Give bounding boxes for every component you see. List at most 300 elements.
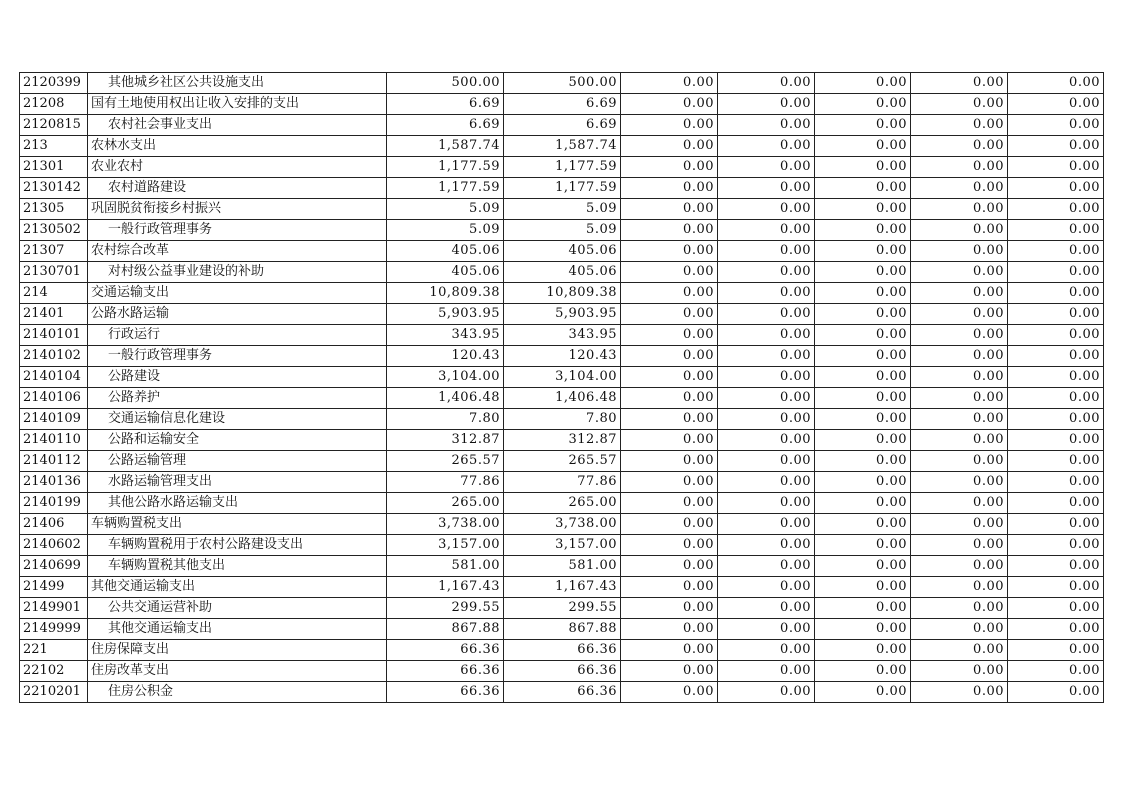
amount-cell: 66.36 [387, 661, 504, 682]
amount-cell: 581.00 [504, 556, 621, 577]
amount-cell: 500.00 [387, 73, 504, 94]
amount-cell: 0.00 [911, 220, 1008, 241]
subject-code-cell: 2149999 [20, 619, 88, 640]
amount-cell: 0.00 [718, 73, 815, 94]
subject-code-cell: 213 [20, 136, 88, 157]
amount-cell: 0.00 [911, 430, 1008, 451]
amount-cell: 312.87 [387, 430, 504, 451]
table-row [20, 535, 1104, 556]
amount-cell: 0.00 [718, 241, 815, 262]
amount-cell: 0.00 [1008, 283, 1104, 304]
amount-cell: 3,738.00 [504, 514, 621, 535]
amount-cell: 867.88 [504, 619, 621, 640]
amount-cell: 0.00 [1008, 682, 1104, 703]
amount-cell: 0.00 [1008, 157, 1104, 178]
table-row [20, 472, 1104, 493]
amount-cell: 0.00 [911, 262, 1008, 283]
amount-cell: 1,177.59 [504, 178, 621, 199]
subject-name-cell: 巩固脱贫衔接乡村振兴 [88, 199, 387, 220]
amount-cell: 0.00 [911, 325, 1008, 346]
amount-cell: 0.00 [815, 451, 911, 472]
amount-cell: 0.00 [718, 451, 815, 472]
amount-cell: 299.55 [504, 598, 621, 619]
amount-cell: 0.00 [1008, 514, 1104, 535]
amount-cell: 0.00 [815, 598, 911, 619]
amount-cell: 0.00 [718, 409, 815, 430]
amount-cell: 0.00 [815, 241, 911, 262]
amount-cell: 0.00 [815, 94, 911, 115]
amount-cell: 0.00 [718, 493, 815, 514]
table-row [20, 682, 1104, 703]
amount-cell: 0.00 [621, 73, 718, 94]
subject-code-cell: 21305 [20, 199, 88, 220]
subject-code-cell: 2140106 [20, 388, 88, 409]
subject-name-cell: 公共交通运营补助 [88, 598, 387, 619]
amount-cell: 0.00 [815, 346, 911, 367]
amount-cell: 0.00 [1008, 304, 1104, 325]
subject-name-cell: 农村道路建设 [88, 178, 387, 199]
amount-cell: 5.09 [387, 199, 504, 220]
amount-cell: 0.00 [621, 304, 718, 325]
table-row [20, 661, 1104, 682]
subject-name-cell: 一般行政管理事务 [88, 220, 387, 241]
subject-name-cell: 车辆购置税支出 [88, 514, 387, 535]
budget-expenditure-table [19, 72, 1104, 703]
subject-code-cell: 21406 [20, 514, 88, 535]
amount-cell: 299.55 [387, 598, 504, 619]
subject-name-cell: 交通运输支出 [88, 283, 387, 304]
amount-cell: 0.00 [1008, 199, 1104, 220]
amount-cell: 3,104.00 [504, 367, 621, 388]
subject-name-cell: 其他公路水路运输支出 [88, 493, 387, 514]
amount-cell: 3,157.00 [387, 535, 504, 556]
amount-cell: 0.00 [1008, 262, 1104, 283]
amount-cell: 77.86 [504, 472, 621, 493]
amount-cell: 0.00 [621, 472, 718, 493]
table-row [20, 619, 1104, 640]
table-row [20, 283, 1104, 304]
amount-cell: 0.00 [718, 199, 815, 220]
amount-cell: 6.69 [504, 115, 621, 136]
amount-cell: 0.00 [911, 598, 1008, 619]
amount-cell: 0.00 [815, 262, 911, 283]
table-row [20, 199, 1104, 220]
table-row [20, 157, 1104, 178]
amount-cell: 0.00 [1008, 640, 1104, 661]
table-row [20, 220, 1104, 241]
subject-code-cell: 21401 [20, 304, 88, 325]
amount-cell: 0.00 [621, 577, 718, 598]
amount-cell: 0.00 [718, 346, 815, 367]
amount-cell: 0.00 [815, 535, 911, 556]
amount-cell: 0.00 [1008, 367, 1104, 388]
amount-cell: 0.00 [815, 514, 911, 535]
amount-cell: 867.88 [387, 619, 504, 640]
amount-cell: 66.36 [504, 682, 621, 703]
amount-cell: 0.00 [1008, 577, 1104, 598]
amount-cell: 0.00 [1008, 493, 1104, 514]
amount-cell: 581.00 [387, 556, 504, 577]
amount-cell: 0.00 [815, 682, 911, 703]
amount-cell: 0.00 [621, 241, 718, 262]
subject-code-cell: 2210201 [20, 682, 88, 703]
table-row [20, 94, 1104, 115]
amount-cell: 0.00 [621, 136, 718, 157]
table-row [20, 409, 1104, 430]
table-row [20, 451, 1104, 472]
amount-cell: 1,177.59 [387, 157, 504, 178]
subject-name-cell: 行政运行 [88, 325, 387, 346]
amount-cell: 7.80 [504, 409, 621, 430]
amount-cell: 0.00 [621, 262, 718, 283]
subject-code-cell: 21307 [20, 241, 88, 262]
table-row [20, 241, 1104, 262]
amount-cell: 0.00 [911, 283, 1008, 304]
amount-cell: 265.00 [504, 493, 621, 514]
subject-code-cell: 2140102 [20, 346, 88, 367]
amount-cell: 0.00 [1008, 136, 1104, 157]
amount-cell: 5,903.95 [387, 304, 504, 325]
amount-cell: 0.00 [621, 283, 718, 304]
table-row [20, 346, 1104, 367]
amount-cell: 3,738.00 [387, 514, 504, 535]
amount-cell: 0.00 [718, 577, 815, 598]
amount-cell: 5,903.95 [504, 304, 621, 325]
amount-cell: 0.00 [815, 661, 911, 682]
amount-cell: 0.00 [911, 640, 1008, 661]
amount-cell: 0.00 [911, 304, 1008, 325]
amount-cell: 0.00 [718, 430, 815, 451]
table-row [20, 115, 1104, 136]
amount-cell: 0.00 [718, 283, 815, 304]
table-row [20, 325, 1104, 346]
amount-cell: 0.00 [621, 367, 718, 388]
amount-cell: 0.00 [621, 409, 718, 430]
subject-code-cell: 21301 [20, 157, 88, 178]
amount-cell: 0.00 [911, 514, 1008, 535]
amount-cell: 5.09 [504, 199, 621, 220]
amount-cell: 7.80 [387, 409, 504, 430]
amount-cell: 0.00 [815, 367, 911, 388]
amount-cell: 0.00 [718, 304, 815, 325]
subject-name-cell: 农村综合改革 [88, 241, 387, 262]
table-row [20, 556, 1104, 577]
amount-cell: 0.00 [1008, 388, 1104, 409]
subject-code-cell: 2140110 [20, 430, 88, 451]
table-row [20, 73, 1104, 94]
amount-cell: 0.00 [621, 199, 718, 220]
subject-name-cell: 住房改革支出 [88, 661, 387, 682]
amount-cell: 0.00 [815, 409, 911, 430]
amount-cell: 0.00 [718, 157, 815, 178]
amount-cell: 0.00 [718, 325, 815, 346]
subject-code-cell: 2140109 [20, 409, 88, 430]
amount-cell: 0.00 [1008, 556, 1104, 577]
amount-cell: 66.36 [387, 682, 504, 703]
subject-name-cell: 车辆购置税用于农村公路建设支出 [88, 535, 387, 556]
amount-cell: 0.00 [815, 115, 911, 136]
amount-cell: 0.00 [621, 619, 718, 640]
amount-cell: 0.00 [1008, 73, 1104, 94]
amount-cell: 0.00 [718, 220, 815, 241]
subject-name-cell: 一般行政管理事务 [88, 346, 387, 367]
amount-cell: 0.00 [621, 682, 718, 703]
table-body [20, 73, 1104, 703]
amount-cell: 66.36 [387, 640, 504, 661]
amount-cell: 0.00 [815, 325, 911, 346]
table-row [20, 178, 1104, 199]
table-row [20, 304, 1104, 325]
subject-code-cell: 2140199 [20, 493, 88, 514]
amount-cell: 0.00 [815, 556, 911, 577]
amount-cell: 0.00 [1008, 346, 1104, 367]
subject-name-cell: 其他交通运输支出 [88, 577, 387, 598]
table-row [20, 598, 1104, 619]
amount-cell: 0.00 [815, 157, 911, 178]
subject-name-cell: 交通运输信息化建设 [88, 409, 387, 430]
amount-cell: 0.00 [718, 262, 815, 283]
amount-cell: 0.00 [815, 178, 911, 199]
amount-cell: 0.00 [621, 451, 718, 472]
amount-cell: 0.00 [911, 346, 1008, 367]
amount-cell: 0.00 [621, 514, 718, 535]
amount-cell: 0.00 [1008, 94, 1104, 115]
subject-name-cell: 公路运输管理 [88, 451, 387, 472]
amount-cell: 0.00 [1008, 661, 1104, 682]
subject-code-cell: 221 [20, 640, 88, 661]
amount-cell: 1,587.74 [504, 136, 621, 157]
subject-name-cell: 国有土地使用权出让收入安排的支出 [88, 94, 387, 115]
amount-cell: 0.00 [815, 640, 911, 661]
amount-cell: 405.06 [387, 262, 504, 283]
amount-cell: 0.00 [1008, 430, 1104, 451]
amount-cell: 3,104.00 [387, 367, 504, 388]
amount-cell: 0.00 [718, 136, 815, 157]
amount-cell: 10,809.38 [387, 283, 504, 304]
subject-code-cell: 2140101 [20, 325, 88, 346]
table-row [20, 136, 1104, 157]
amount-cell: 1,167.43 [387, 577, 504, 598]
amount-cell: 265.57 [387, 451, 504, 472]
amount-cell: 0.00 [815, 136, 911, 157]
subject-code-cell: 21208 [20, 94, 88, 115]
amount-cell: 0.00 [911, 367, 1008, 388]
subject-code-cell: 2140104 [20, 367, 88, 388]
amount-cell: 0.00 [815, 619, 911, 640]
amount-cell: 6.69 [387, 115, 504, 136]
amount-cell: 0.00 [1008, 220, 1104, 241]
amount-cell: 120.43 [387, 346, 504, 367]
subject-name-cell: 公路养护 [88, 388, 387, 409]
amount-cell: 0.00 [815, 430, 911, 451]
amount-cell: 0.00 [911, 178, 1008, 199]
amount-cell: 0.00 [1008, 619, 1104, 640]
amount-cell: 77.86 [387, 472, 504, 493]
amount-cell: 0.00 [718, 661, 815, 682]
subject-code-cell: 21499 [20, 577, 88, 598]
table-row [20, 577, 1104, 598]
amount-cell: 265.00 [387, 493, 504, 514]
amount-cell: 1,177.59 [504, 157, 621, 178]
amount-cell: 0.00 [911, 241, 1008, 262]
table-row [20, 493, 1104, 514]
amount-cell: 0.00 [911, 577, 1008, 598]
subject-name-cell: 公路和运输安全 [88, 430, 387, 451]
amount-cell: 0.00 [621, 598, 718, 619]
amount-cell: 0.00 [1008, 535, 1104, 556]
table-row [20, 388, 1104, 409]
subject-code-cell: 2140699 [20, 556, 88, 577]
amount-cell: 5.09 [504, 220, 621, 241]
amount-cell: 0.00 [911, 661, 1008, 682]
subject-code-cell: 2149901 [20, 598, 88, 619]
amount-cell: 6.69 [387, 94, 504, 115]
amount-cell: 0.00 [911, 94, 1008, 115]
amount-cell: 0.00 [911, 136, 1008, 157]
amount-cell: 0.00 [621, 346, 718, 367]
amount-cell: 0.00 [718, 472, 815, 493]
amount-cell: 0.00 [911, 556, 1008, 577]
amount-cell: 6.69 [504, 94, 621, 115]
subject-name-cell: 其他城乡社区公共设施支出 [88, 73, 387, 94]
amount-cell: 0.00 [911, 682, 1008, 703]
amount-cell: 0.00 [815, 493, 911, 514]
amount-cell: 312.87 [504, 430, 621, 451]
amount-cell: 0.00 [911, 451, 1008, 472]
amount-cell: 0.00 [621, 661, 718, 682]
table-row [20, 514, 1104, 535]
amount-cell: 0.00 [815, 73, 911, 94]
amount-cell: 0.00 [815, 199, 911, 220]
amount-cell: 0.00 [621, 535, 718, 556]
table-row [20, 430, 1104, 451]
amount-cell: 405.06 [504, 262, 621, 283]
amount-cell: 0.00 [911, 472, 1008, 493]
amount-cell: 0.00 [1008, 115, 1104, 136]
amount-cell: 0.00 [718, 115, 815, 136]
amount-cell: 3,157.00 [504, 535, 621, 556]
amount-cell: 1,406.48 [504, 388, 621, 409]
amount-cell: 0.00 [1008, 178, 1104, 199]
subject-code-cell: 2140136 [20, 472, 88, 493]
amount-cell: 0.00 [718, 367, 815, 388]
subject-code-cell: 22102 [20, 661, 88, 682]
amount-cell: 0.00 [911, 409, 1008, 430]
subject-name-cell: 住房保障支出 [88, 640, 387, 661]
amount-cell: 0.00 [621, 325, 718, 346]
amount-cell: 0.00 [718, 640, 815, 661]
amount-cell: 0.00 [815, 388, 911, 409]
amount-cell: 0.00 [621, 493, 718, 514]
amount-cell: 0.00 [621, 220, 718, 241]
subject-code-cell: 214 [20, 283, 88, 304]
amount-cell: 0.00 [815, 304, 911, 325]
amount-cell: 0.00 [815, 577, 911, 598]
amount-cell: 0.00 [911, 115, 1008, 136]
amount-cell: 0.00 [621, 556, 718, 577]
amount-cell: 0.00 [718, 94, 815, 115]
amount-cell: 0.00 [815, 220, 911, 241]
amount-cell: 0.00 [911, 199, 1008, 220]
table-row [20, 367, 1104, 388]
amount-cell: 1,406.48 [387, 388, 504, 409]
amount-cell: 0.00 [718, 619, 815, 640]
amount-cell: 5.09 [387, 220, 504, 241]
amount-cell: 0.00 [621, 640, 718, 661]
amount-cell: 500.00 [504, 73, 621, 94]
subject-code-cell: 2140602 [20, 535, 88, 556]
amount-cell: 0.00 [1008, 598, 1104, 619]
amount-cell: 0.00 [1008, 325, 1104, 346]
amount-cell: 0.00 [911, 535, 1008, 556]
table-row [20, 640, 1104, 661]
amount-cell: 0.00 [718, 514, 815, 535]
amount-cell: 1,177.59 [387, 178, 504, 199]
amount-cell: 0.00 [718, 682, 815, 703]
amount-cell: 10,809.38 [504, 283, 621, 304]
amount-cell: 0.00 [815, 472, 911, 493]
amount-cell: 0.00 [911, 157, 1008, 178]
amount-cell: 120.43 [504, 346, 621, 367]
subject-name-cell: 农林水支出 [88, 136, 387, 157]
subject-code-cell: 2140112 [20, 451, 88, 472]
amount-cell: 1,587.74 [387, 136, 504, 157]
subject-name-cell: 住房公积金 [88, 682, 387, 703]
amount-cell: 66.36 [504, 661, 621, 682]
amount-cell: 405.06 [387, 241, 504, 262]
amount-cell: 0.00 [621, 115, 718, 136]
subject-name-cell: 公路建设 [88, 367, 387, 388]
amount-cell: 0.00 [718, 598, 815, 619]
amount-cell: 0.00 [718, 535, 815, 556]
subject-name-cell: 水路运输管理支出 [88, 472, 387, 493]
subject-name-cell: 对村级公益事业建设的补助 [88, 262, 387, 283]
amount-cell: 0.00 [621, 388, 718, 409]
amount-cell: 0.00 [911, 493, 1008, 514]
subject-name-cell: 公路水路运输 [88, 304, 387, 325]
amount-cell: 0.00 [815, 283, 911, 304]
amount-cell: 0.00 [621, 157, 718, 178]
amount-cell: 343.95 [504, 325, 621, 346]
amount-cell: 0.00 [1008, 451, 1104, 472]
subject-name-cell: 车辆购置税其他支出 [88, 556, 387, 577]
table-row [20, 262, 1104, 283]
subject-name-cell: 农村社会事业支出 [88, 115, 387, 136]
amount-cell: 343.95 [387, 325, 504, 346]
amount-cell: 0.00 [1008, 472, 1104, 493]
amount-cell: 0.00 [1008, 409, 1104, 430]
amount-cell: 0.00 [718, 178, 815, 199]
amount-cell: 0.00 [911, 388, 1008, 409]
amount-cell: 0.00 [718, 388, 815, 409]
amount-cell: 0.00 [621, 430, 718, 451]
subject-name-cell: 农业农村 [88, 157, 387, 178]
amount-cell: 405.06 [504, 241, 621, 262]
amount-cell: 0.00 [911, 73, 1008, 94]
subject-code-cell: 2130502 [20, 220, 88, 241]
amount-cell: 0.00 [718, 556, 815, 577]
amount-cell: 0.00 [621, 178, 718, 199]
amount-cell: 0.00 [621, 94, 718, 115]
amount-cell: 1,167.43 [504, 577, 621, 598]
amount-cell: 0.00 [1008, 241, 1104, 262]
amount-cell: 0.00 [911, 619, 1008, 640]
amount-cell: 265.57 [504, 451, 621, 472]
subject-code-cell: 2130142 [20, 178, 88, 199]
subject-code-cell: 2120815 [20, 115, 88, 136]
subject-name-cell: 其他交通运输支出 [88, 619, 387, 640]
subject-code-cell: 2130701 [20, 262, 88, 283]
